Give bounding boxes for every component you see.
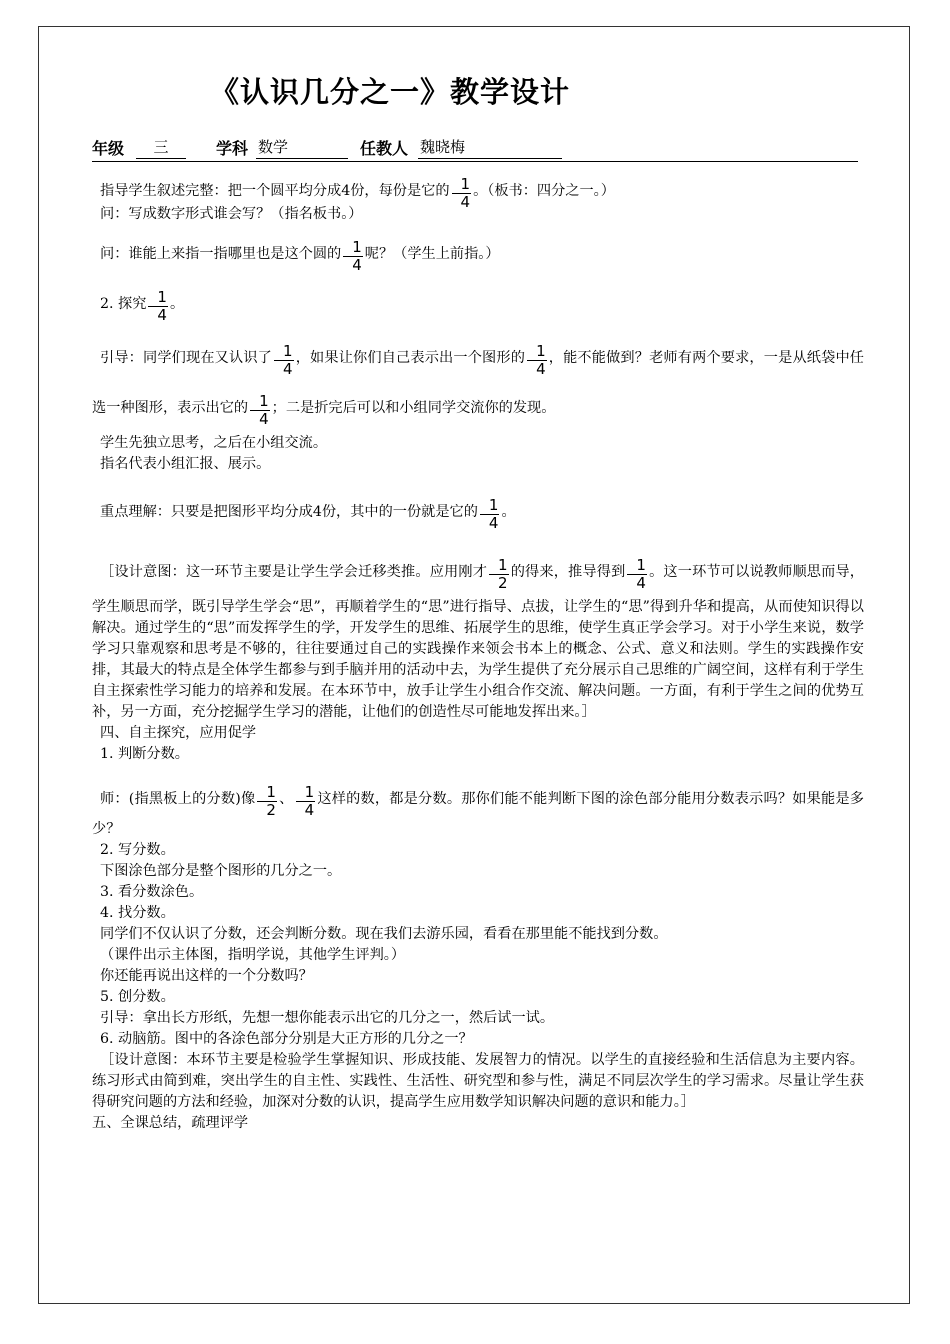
text: ［设计意图：这一环节主要是让学生学会迁移类推。应用刚才: [100, 564, 488, 580]
paragraph: 4. 找分数。: [100, 905, 175, 921]
fraction-one-quarter: [250, 394, 270, 427]
numerator: 1: [148, 290, 168, 307]
subject-value: 数学: [256, 136, 348, 159]
paragraph: 3. 看分数涂色。: [100, 884, 204, 900]
text: 。（板书：四分之一。）: [473, 183, 615, 199]
denominator: 2: [266, 801, 276, 819]
paragraph: [92, 279, 864, 329]
paragraph: 你还能再说出这样的一个分数吗？: [100, 968, 313, 984]
fraction-one-quarter: [296, 785, 316, 818]
text: 师：(指黑板上的分数)像: [100, 791, 256, 807]
text: ；二是折完后可以和小组同学交流你的发现。: [271, 400, 556, 416]
numerator: 1: [343, 240, 363, 257]
denominator: 4: [157, 306, 167, 324]
numerator: 1: [452, 177, 472, 194]
fraction-one-quarter: [343, 240, 363, 273]
paragraph: 学生先独立思考，之后在小组交流。: [100, 435, 328, 451]
teacher-value: 魏晓梅: [418, 136, 562, 159]
fraction-one-quarter: [148, 290, 168, 323]
fraction-one-half: [257, 785, 277, 818]
paragraph: 1. 判断分数。: [100, 746, 189, 762]
fraction-one-quarter: [274, 344, 294, 377]
fraction-one-quarter: [527, 344, 547, 377]
grade-value: 三: [136, 136, 186, 159]
grade-label: 年级: [92, 139, 125, 158]
denominator: 2: [498, 574, 508, 592]
denominator: 4: [259, 410, 269, 428]
paragraph: [92, 487, 864, 537]
denominator: 4: [536, 360, 546, 378]
document-title: 《认识几分之一》教学设计: [210, 75, 571, 109]
text: 。: [501, 504, 516, 520]
denominator: 4: [283, 360, 293, 378]
text: 这样的数，都是分数。那你们能不能判断下图的涂色部分能用分数表示吗？如果能是多少？: [92, 791, 864, 837]
paragraph: 同学们不仅认识了分数，还会判断分数。现在我们去游乐园，看看在那里能不能找到分数。: [100, 926, 668, 942]
text: 呢？（学生上前指。）: [364, 246, 500, 262]
fraction-one-quarter: [627, 558, 647, 591]
fraction-one-quarter: [452, 177, 472, 210]
text: 引导：同学们现在又认识了: [100, 350, 273, 366]
design-intent-paragraph: [92, 547, 864, 723]
numerator: 1: [480, 498, 500, 515]
subject-label: 学科: [216, 139, 249, 158]
paragraph: 指名代表小组汇报、展示。: [100, 456, 271, 472]
paragraph: （课件出示主体图，指明学说，其他学生评判。）: [100, 947, 406, 963]
numerator: 1: [627, 558, 647, 575]
text: 。这一环节可以说教师顺思而导，学生顺思而学，既引导学生学会“思”，再顺着学生的“思”进行指导、点拔，让学生的“思”得到升华和提高，从而使知识得以解决。通过学生的“思”而发挥学生的学，开发学生的思维、拓展学生的思维，使学生真正学会学习。对于小学生来说，数学学习只靠观察和思考是不够的，往往要通过自己的实践操作来领会书本上的概念、公式、意义和法则。学生的实践操作安排，其最大的特点是全体学生都参与到手脑并用的活动中去，为学生提供了充分展示自己思维的广阔空间，这样有利于学生自主探索性学习能力的培养和发展。在本环节中，放手让学生小组合作交流、解决问题。一方面，有利于学生之间的优势互补，另一方面，充分挖掘学生学习的潜能，让他们的创造性尽可能地发挥出来。］: [92, 564, 864, 720]
numerator: 1: [274, 344, 294, 361]
numerator: 1: [257, 785, 277, 802]
denominator: 4: [488, 514, 499, 532]
paragraph: 问：写成数字形式谁会写？（指名板书。）: [100, 206, 363, 222]
paragraph: 5. 创分数。: [100, 989, 175, 1005]
paragraph: 2. 写分数。: [100, 842, 175, 858]
text: ，能不能做到？老师有两个要求，一是从纸袋中任选一种图形，表示出它的: [92, 350, 864, 416]
text: 问：谁能上来指一指哪里也是这个圆的: [100, 246, 342, 262]
paragraph: 6. 动脑筋。图中的各涂色部分分别是大正方形的几分之一？: [100, 1031, 473, 1047]
fraction-one-quarter: [480, 498, 500, 531]
header-rule: [92, 161, 858, 162]
section-heading: 四、自主探究，应用促学: [100, 725, 257, 741]
section-heading: 五、全课总结，疏理评学: [92, 1115, 249, 1131]
text: ，如果让你们自己表示出一个图形的: [295, 350, 526, 366]
numerator: 1: [527, 344, 547, 361]
paragraph: [92, 779, 864, 840]
text: 指导学生叙述完整：把一个圆平均分成4份，每份是它的: [100, 183, 450, 199]
meta-row: [92, 134, 858, 160]
text: 、: [278, 791, 294, 807]
denominator: 4: [460, 193, 471, 211]
paragraph: 引导：拿出长方形纸，先想一想你能表示出它的几分之一，然后试一试。: [100, 1010, 555, 1026]
design-intent-paragraph: ［设计意图：本环节主要是检验学生掌握知识、形成技能、发展智力的情况。以学生的直接经验和生活信息为主要内容。练习形式由简到难，突出学生的自主性、实践性、生活性、研究型和参与性，满足不同层次学生的学习需求。尽量让学生获得研究问题的方法和经验，加深对分数的认识，提高学生应用数学知识解决问题的意识和能力。］: [92, 1052, 864, 1110]
document-body: [92, 166, 864, 1134]
numerator: 1: [250, 394, 270, 411]
text: 的得来，推导得到: [510, 564, 626, 580]
paragraph: [92, 333, 864, 433]
text: 重点理解：只要是把图形平均分成4份，其中的一份就是它的: [100, 504, 478, 520]
text: 2. 探究: [100, 296, 147, 312]
numerator: 1: [296, 785, 316, 802]
numerator: 1: [489, 558, 509, 575]
denominator: 4: [636, 574, 646, 592]
teacher-label: 任教人: [360, 139, 409, 158]
fraction-one-half: [489, 558, 509, 591]
denominator: 4: [304, 801, 315, 819]
paragraph: [92, 229, 864, 279]
paragraph: 下图涂色部分是整个图形的几分之一。: [100, 863, 342, 879]
text: 。: [169, 296, 185, 312]
denominator: 4: [352, 256, 362, 274]
